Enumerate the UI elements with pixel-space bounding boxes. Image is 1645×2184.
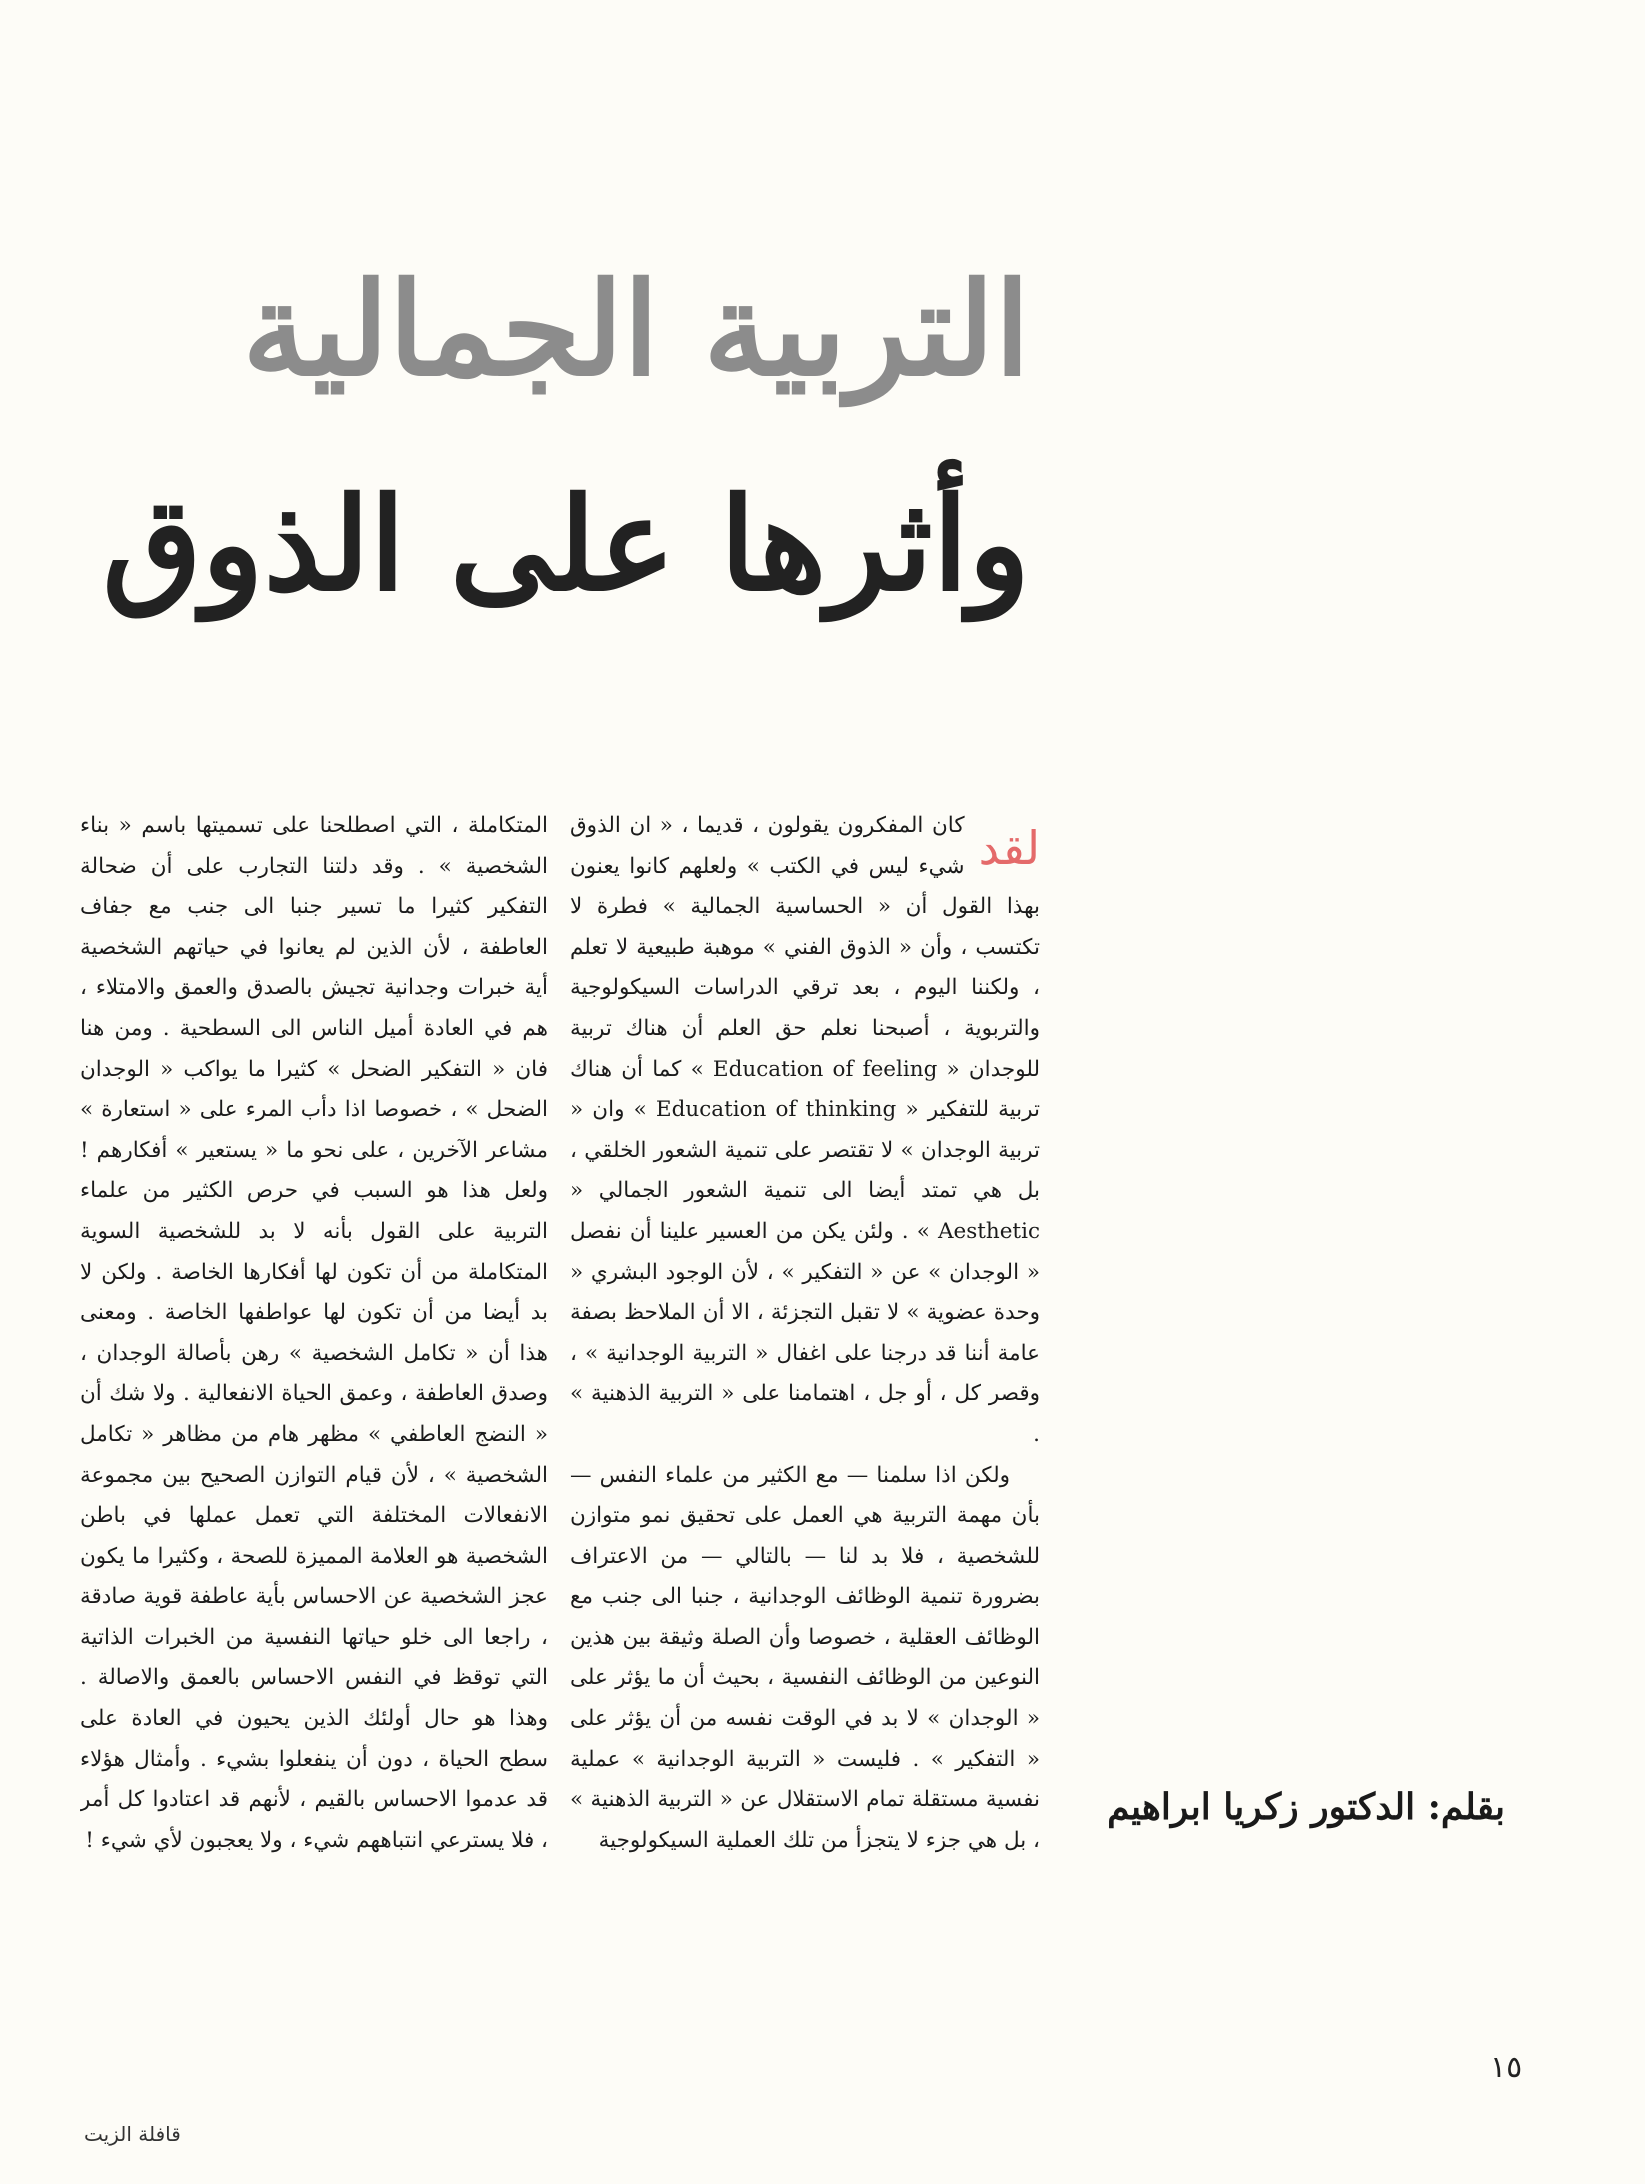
magazine-name: قافلة الزيت bbox=[84, 2122, 181, 2146]
drop-cap: لقد bbox=[978, 821, 1040, 875]
article-title-line-1: التربية الجمالية bbox=[242, 255, 1030, 405]
paragraph: المتكاملة ، التي اصطلحنا على تسميتها باسم « بناء الشخصية » . وقد دلتنا التجارب على أن ضحالة التفكير كثيرا ما تسير جنبا الى جنب مع جفاف العاطفة ، لأن الذين لم يعانوا في حياتهم الشخصية أية خبرات وجدانية تجيش بالصدق والعمق والامتلاء ، هم في العادة أميل الناس الى السطحية . ومن هنا فان « التفكير الضحل » كثيرا ما يواكب « الوجدان الضحل » ، خصوصا اذا دأب المرء على « استعارة » مشاعر الآخرين ، على نحو ما « يستعير » أفكارهم ! ولعل هذا هو السبب في حرص الكثير من علماء التربية على القول بأنه لا بد للشخصية السوية المتكاملة من أن تكون لها أفكارها الخاصة . ولكن لا بد أيضا من أن تكون لها عواطفها الخاصة . ومعنى هذا أن « تكامل الشخصية » رهن بأصالة الوجدان ، وصدق العاطفة ، وعمق الحياة الانفعالية . ولا شك أن « النضج العاطفي » مظهر هام من مظاهر « تكامل الشخصية » ، لأن قيام التوازن الصحيح بين مجموعة الانفعالات المختلفة التي تعمل عملها في باطن الشخصية هو العلامة المميزة للصحة ، وكثيرا ما يكون عجز الشخصية عن الاحساس بأية عاطفة قوية صادقة ، راجعا الى خلو حياتها النفسية من الخبرات الذاتية التي توقظ في النفس الاحساس بالعمق والاصالة . وهذا هو حال أولئك الذين يحيون في العادة على سطح الحياة ، دون أن ينفعلوا بشيء . وأمثال هؤلاء قد عدموا الاحساس بالقيم ، لأنهم قد اعتادوا كل أمر ، فلا يسترعي انتباههم شيء ، ولا يعجبون لأي شيء ! bbox=[80, 813, 548, 1853]
author-byline: بقلم: الدكتور زكريا ابراهيم bbox=[1107, 1786, 1505, 1828]
paragraph-text: كان المفكرون يقولون ، قديما ، « ان الذوق شيء ليس في الكتب » ولعلهم كانوا يعنون بهذا القول أن « الحساسية الجمالية » فطرة لا تكتسب ، وأن « الذوق الفني » موهبة طبيعية لا تعلم ، ولكننا اليوم ، بعد ترقي الدراسات السيكولوجية والتربوية ، أصبحنا نعلم حق العلم أن هناك تربية للوجدان « Education of feeling » كما أن هناك تربية للتفكير « Education of thinking » وان « تربية الوجدان » لا تقتصر على تنمية الشعور الخلقي ، بل هي تمتد أيضا الى تنمية الشعور الجمالي « Aesthetic » . ولئن يكن من العسير علينا أن نفصل « الوجدان » عن « التفكير » ، لأن الوجود البشري « وحدة عضوية » لا تقبل التجزئة ، الا أن الملاحظ بصفة عامة أننا قد درجنا على اغفال « التربية الوجدانية » ، وقصر كل ، أو جل ، اهتمامنا على « التربية الذهنية » . bbox=[570, 813, 1040, 1447]
paragraph bbox=[570, 806, 1040, 1456]
text-column-right bbox=[570, 806, 1040, 2036]
article-title-line-2: وأثرها على الذوق bbox=[102, 470, 1030, 620]
page-number: ١٥ bbox=[1490, 2050, 1523, 2085]
text-column-left bbox=[80, 806, 548, 2036]
paragraph: ولكن اذا سلمنا — مع الكثير من علماء النفس — بأن مهمة التربية هي العمل على تحقيق نمو متوازن للشخصية ، فلا بد لنا — بالتالي — من الاعتراف بضرورة تنمية الوظائف الوجدانية ، جنبا الى جنب مع الوظائف العقلية ، خصوصا وأن الصلة وثيقة بين هذين النوعين من الوظائف النفسية ، بحيث أن ما يؤثر على « الوجدان » لا بد في الوقت نفسه من أن يؤثر على « التفكير » . فليست « التربية الوجدانية » عملية نفسية مستقلة تمام الاستقلال عن « التربية الذهنية » ، بل هي جزء لا يتجزأ من تلك العملية السيكولوجية bbox=[570, 1462, 1040, 1853]
